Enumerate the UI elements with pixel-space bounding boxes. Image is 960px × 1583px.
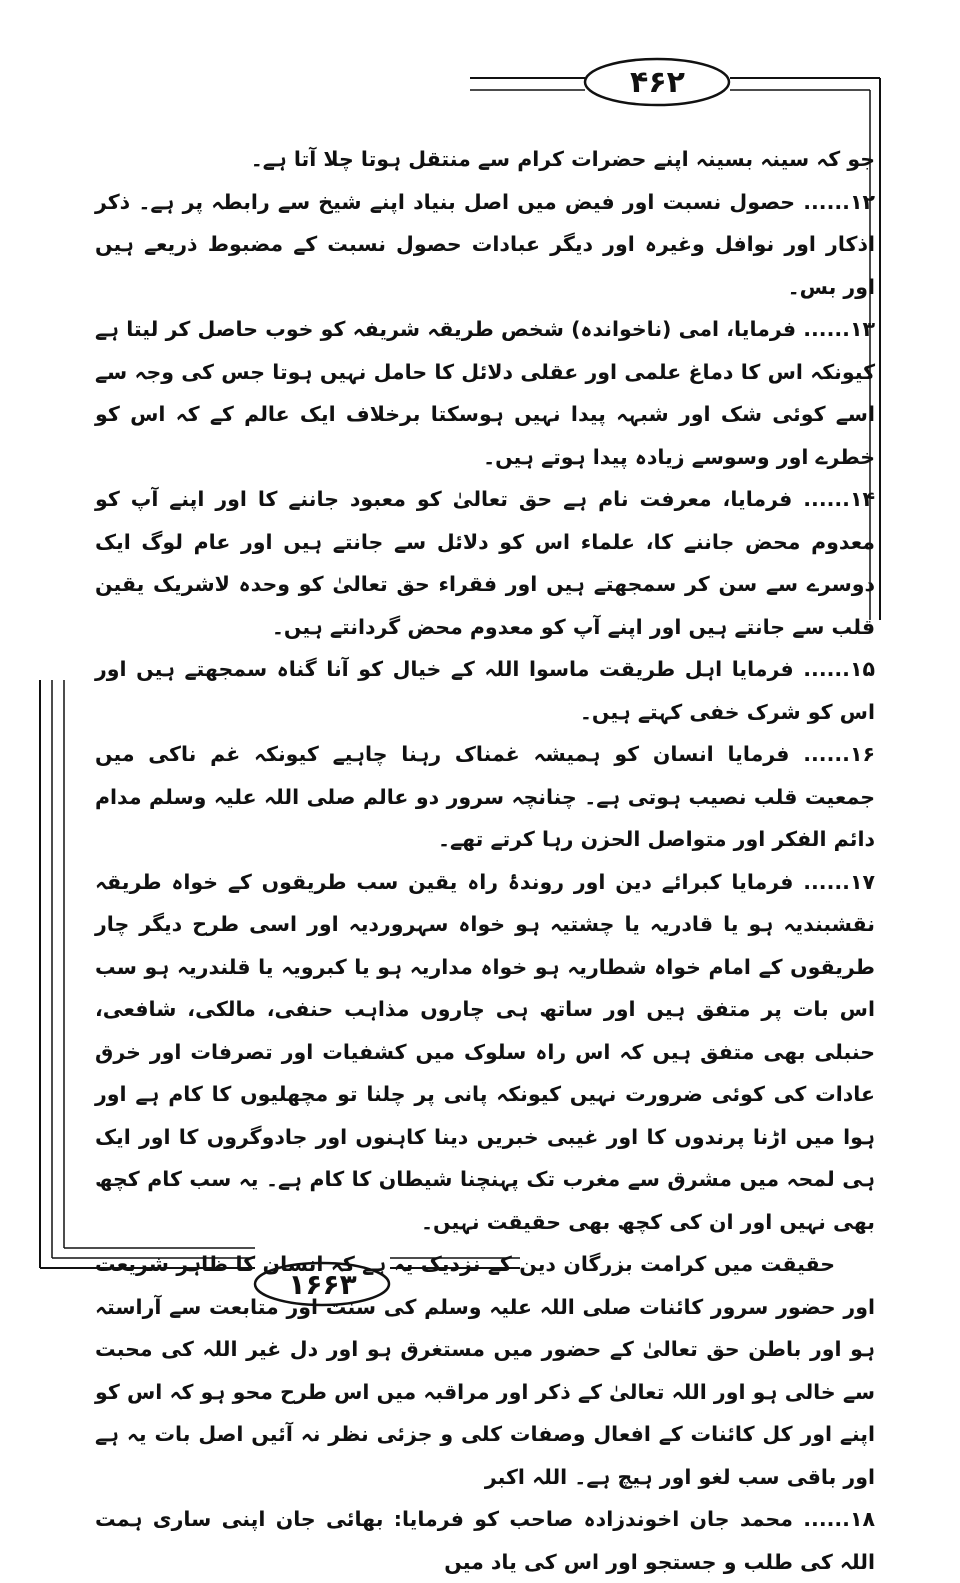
paragraph-15: ۱۵...... فرمایا اہل طریقت ماسوا اللہ کے خیال کو آنا گناہ سمجھتے ہیں اور اس کو شرک خفی کہتے ہیں۔ bbox=[95, 657, 875, 724]
paragraph-17: ۱۷...... فرمایا کبرائے دین اور روندۂ راہ یقین سب طریقوں کے خواہ طریقہ نقشبندیہ ہو یا قادریہ یا چشتیہ ہو خواہ سہروردیہ اور اسی طرح دیگر چار طریقوں کے امام خواہ شطاریہ ہو خواہ مداریہ ہو یا کبرویہ یا قلندریہ ہو سب اس بات پر متفق ہیں اور ساتھ ہی چاروں مذاہب حنفی، مالکی، شافعی، حنبلی بھی متفق ہیں کہ اس راہ سلوک میں کشفیات اور تصرفات اور خرق عادات کی کوئی ضرورت نہیں کیونکہ پانی پر چلنا تو مچھلیوں کا کام ہے اور ہوا میں اڑنا پرندوں کا اور غیبی خبریں دینا کاہنوں اور جادوگروں کا اور ایک ہی لمحہ میں مشرق سے مغرب تک پہنچنا شیطان کا کام ہے۔ یہ سب کام کچھ بھی نہیں اور ان کی کچھ بھی حقیقت نہیں۔ bbox=[95, 869, 875, 1234]
paragraph-13: ۱۳...... فرمایا، امی (ناخواندہ) شخص طریقہ شریفہ کو خوب حاصل کر لیتا ہے کیونکہ اس کا دماغ علمی اور عقلی دلائل کا حامل نہیں ہوتا جس کی وجہ سے اسے کوئی شک اور شبہہ پیدا نہیں ہوسکتا برخلاف ایک عالم کے کہ اس کو خطرے اور وسوسے زیادہ پیدا ہوتے ہیں۔ bbox=[95, 317, 875, 469]
paragraph-continuation: جو کہ سینہ بسینہ اپنے حضرات کرام سے منتقل ہوتا چلا آتا ہے۔ bbox=[250, 147, 875, 171]
paragraph-17-continued: حقیقت میں کرامت بزرگان دین کے نزدیک یہ ہے کہ انسان کا ظاہر شریعت اور حضور سرور کائنات صلی اللہ علیہ وسلم کی سنت اور متابعت سے آراستہ ہو اور باطن حق تعالیٰ کے حضور میں مستغرق ہو اور دل غیر اللہ کی محبت سے خالی ہو اور اللہ تعالیٰ کے ذکر اور مراقبہ میں اس طرح محو ہو کہ اس کو اپنے اور کل کائنات کے افعال وصفات کلی و جزئی نظر نہ آئیں اصل بات یہ ہے اور باقی سب لغو اور ہیچ ہے۔ اللہ اکبر bbox=[95, 1252, 875, 1489]
bottom-page-number: ۱۶۶۳ bbox=[288, 1267, 357, 1301]
paragraph-12: ۱۲...... حصول نسبت اور فیض میں اصل بنیاد اپنے شیخ سے رابطہ پر ہے۔ ذکر اذکار اور نوافل وغیرہ اور دیگر عبادات حصول نسبت کے مضبوط ذریعے ہیں اور بس۔ bbox=[95, 189, 875, 299]
paragraph-18: ۱۸...... محمد جان اخوندزادہ صاحب کو فرمایا: بھائی جان اپنی ساری ہمت اللہ کی طلب و جستجو اور اس کی یاد میں bbox=[95, 1507, 875, 1574]
paragraph-16: ۱۶...... فرمایا انسان کو ہمیشہ غمناک رہنا چاہیے کیونکہ غم ناکی میں جمعیت قلب نصیب ہوتی ہے۔ چنانچہ سرور دو عالم صلی اللہ علیہ وسلم مدام دائم الفکر اور متواصل الحزن رہا کرتے تھے۔ bbox=[95, 742, 875, 851]
top-page-number: ۴۶۲ bbox=[630, 64, 685, 100]
paragraph-14: ۱۴...... فرمایا، معرفت نام ہے حق تعالیٰ کو معبود جاننے کا اور اپنے آپ کو معدوم محض جاننے کا، علماء اس کو دلائل سے جانتے ہیں اور عام لوگ ایک دوسرے سے سن کر سمجھتے ہیں اور فقراء حق تعالیٰ کو وحدہ لاشریک یقین قلب سے جانتے ہیں اور اپنے آپ کو معدوم محض گردانتے ہیں۔ bbox=[95, 487, 875, 639]
